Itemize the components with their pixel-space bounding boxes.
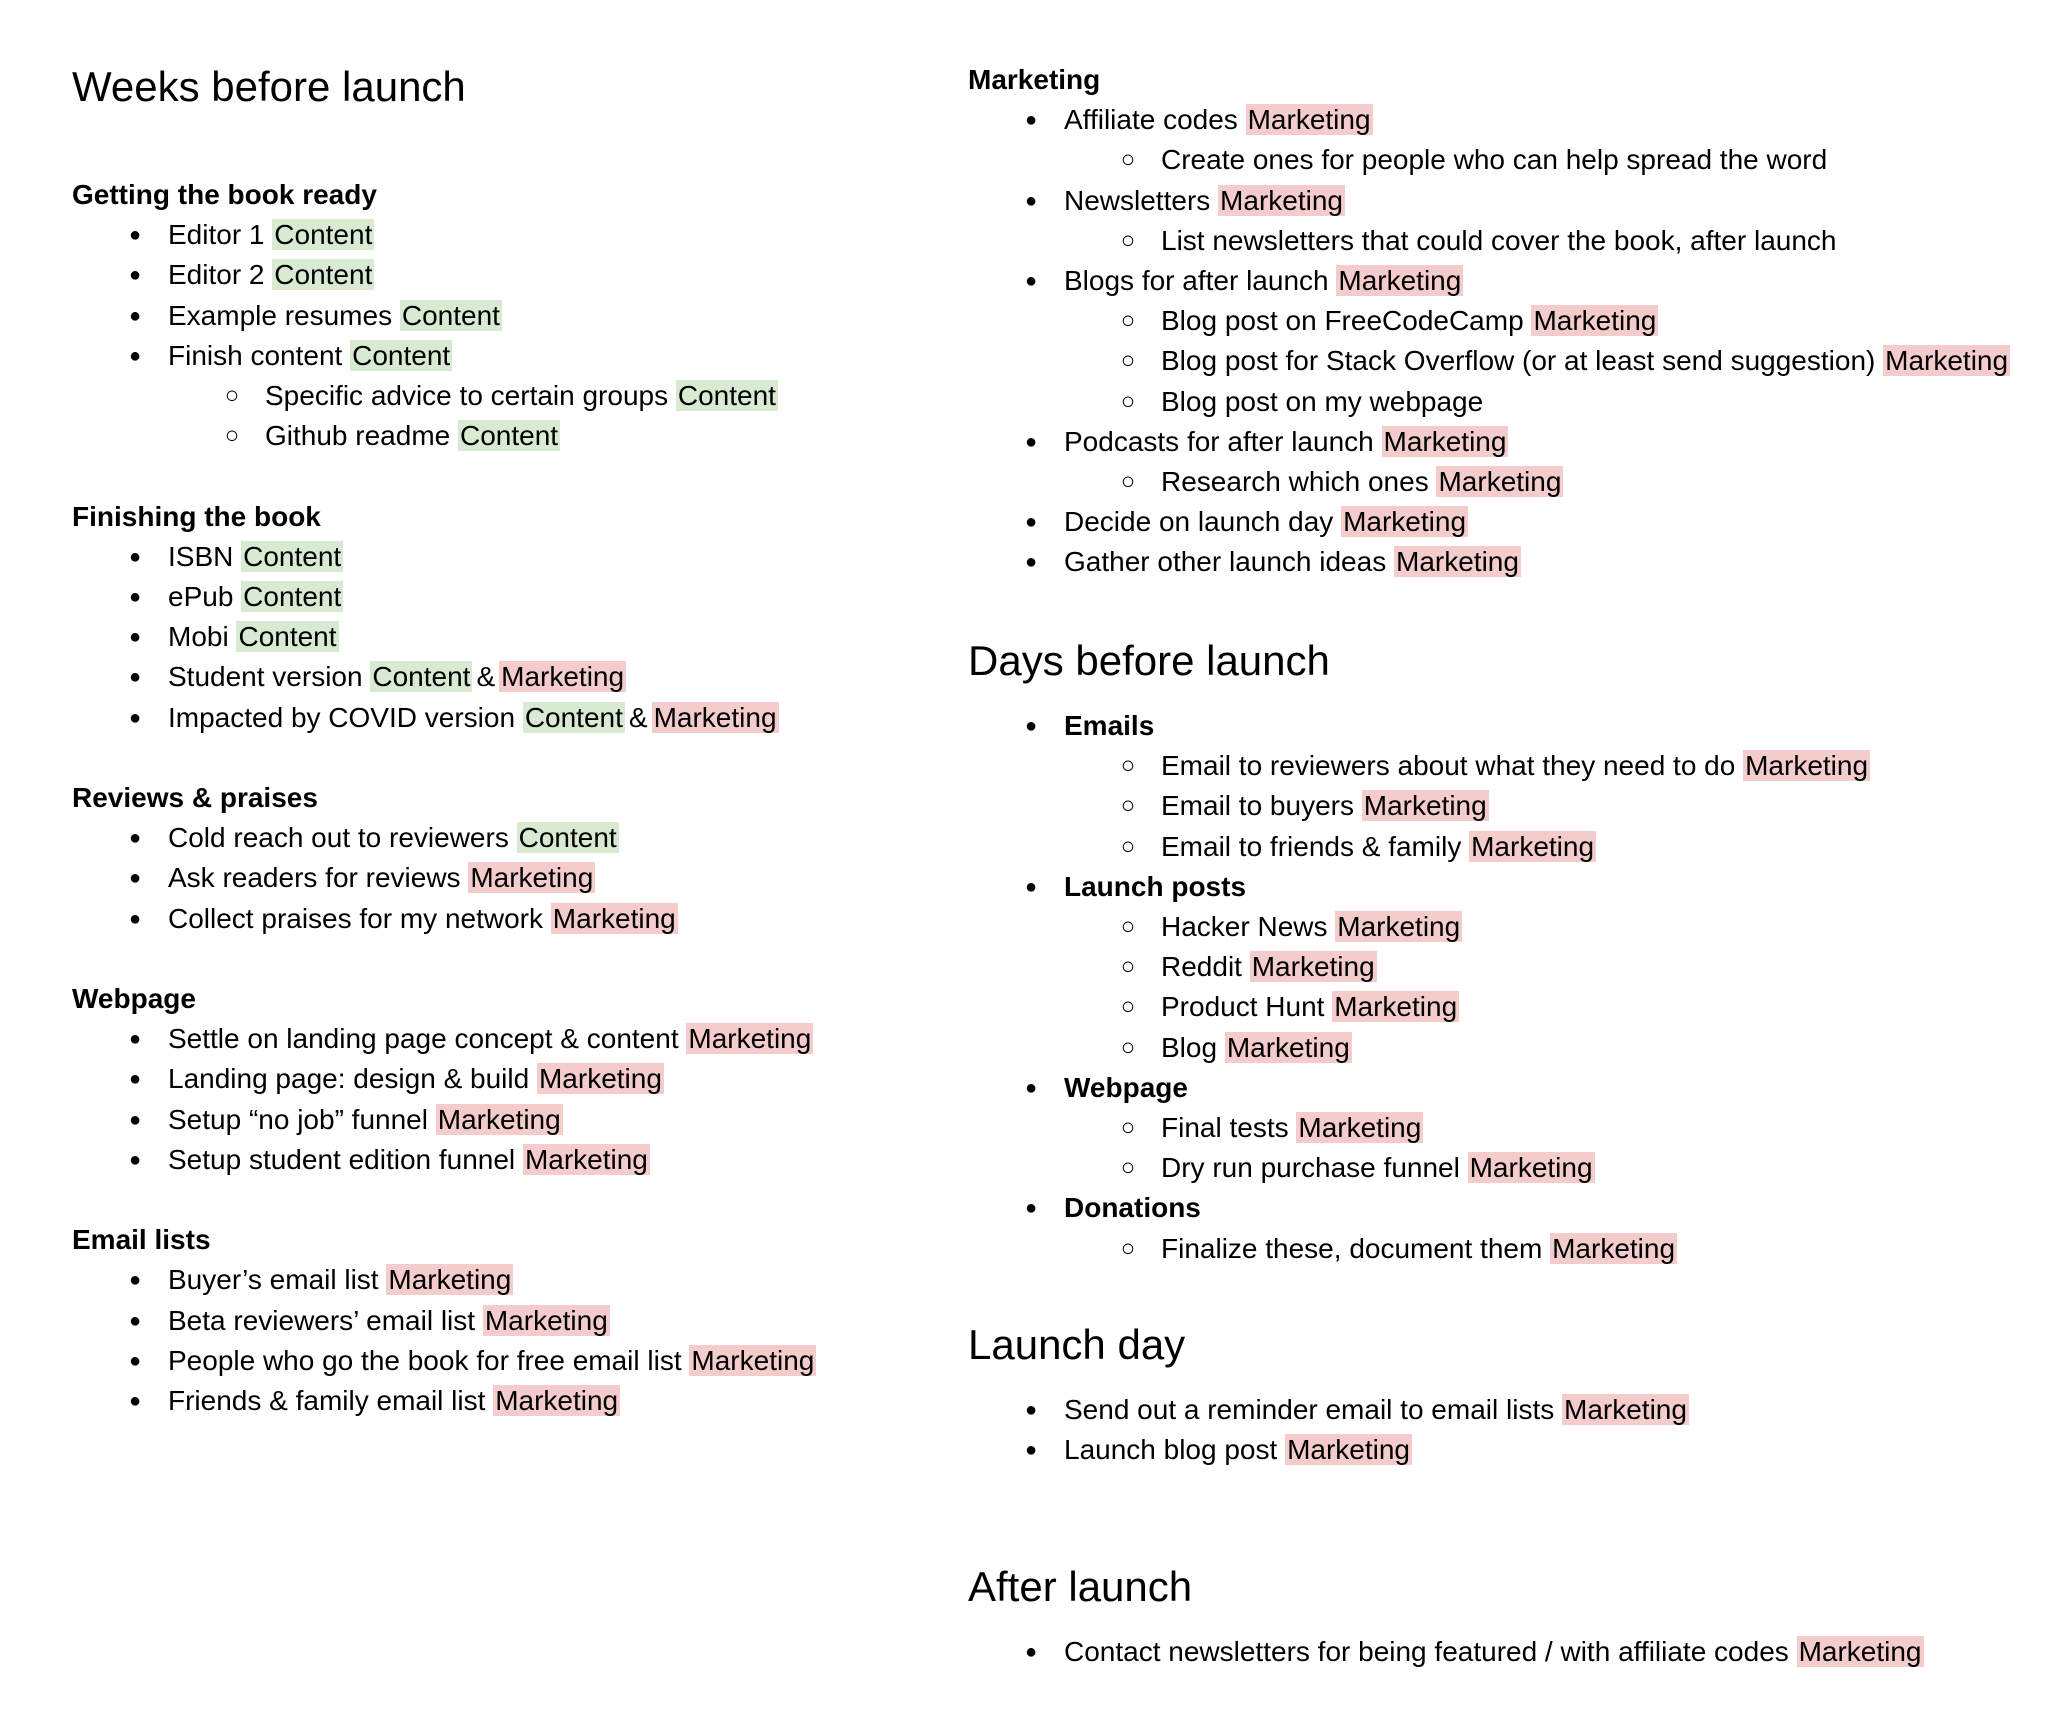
tag-content: Content (243, 581, 342, 612)
bullet-icon: ● (128, 1028, 142, 1051)
bullet-icon: ● (128, 224, 142, 247)
bullet-icon: ● (128, 545, 142, 568)
tag-content: Content (274, 259, 373, 291)
item-text: Settle on landing page concept & content (168, 1023, 679, 1055)
bullet-icon: ● (128, 867, 142, 890)
bullet-icon: ● (1024, 430, 1038, 453)
item-text: Ask readers for reviews (168, 862, 461, 894)
list-item-editor-2 (72, 255, 374, 295)
tag-marketing: Marketing (653, 701, 777, 733)
item-text: Send out a reminder email to email lists (1064, 1394, 1555, 1425)
page-title-weeks-before-launch: Weeks before launch (72, 63, 466, 110)
bullet-icon: ● (1024, 1439, 1038, 1462)
section-heading-webpage: Webpage (72, 983, 196, 1014)
item-text: Finish content (168, 339, 351, 371)
tag-content: Content (274, 219, 373, 251)
tag-marketing: Marketing (1469, 1152, 1593, 1184)
bullet-icon: ● (128, 1148, 142, 1171)
list-item-setup-student-edition-funnel (72, 1140, 650, 1180)
tag-marketing: Marketing (1564, 1394, 1687, 1425)
tag-content: Content (677, 380, 776, 411)
hollow-bullet-icon: ○ (1120, 993, 1136, 1021)
list-item-webpage (968, 1068, 1188, 1108)
tag-marketing: Marketing (552, 902, 676, 934)
hollow-bullet-icon: ○ (224, 382, 240, 409)
item-text: Blogs for after launch (1064, 265, 1329, 296)
item-text: Setup student edition funnel (168, 1143, 516, 1175)
list-item-landing-page-design-build (72, 1059, 664, 1099)
section-heading-getting-the-book-ready: Getting the book ready (72, 179, 377, 210)
item-text: Product Hunt (1161, 991, 1325, 1023)
item-text: Buyer’s email list (168, 1264, 379, 1296)
tag-marketing: Marketing (1438, 466, 1562, 497)
list-item-collect-praises-for-my-network (72, 899, 678, 939)
page-title-after-launch: After launch (968, 1563, 1193, 1610)
bullet-icon: ● (1024, 109, 1038, 132)
tag-content: Content (238, 621, 337, 653)
list-item-impacted-by-covid-version (72, 698, 779, 738)
bullet-icon: ● (1024, 270, 1038, 292)
hollow-bullet-icon: ○ (1120, 1154, 1136, 1182)
item-text: Emails (1064, 710, 1155, 741)
item-text: Collect praises for my network (168, 902, 544, 934)
list-item-student-version (72, 657, 626, 697)
bullet-icon: ● (128, 706, 142, 729)
tag-marketing: Marketing (1885, 345, 2009, 377)
bullet-icon: ● (1024, 1399, 1038, 1421)
list-item-setup-no-job-funnel (72, 1100, 563, 1140)
list-item-emails (968, 706, 1154, 746)
tag-marketing: Marketing (1334, 991, 1458, 1023)
item-text: Finalize these, document them (1161, 1232, 1543, 1264)
bullet-icon: ● (128, 666, 142, 689)
list-item-hacker-news (968, 907, 1462, 947)
tag-content: Content (524, 701, 623, 733)
item-text: ISBN (168, 540, 242, 572)
tag-marketing: Marketing (1226, 1031, 1350, 1063)
item-text: Blog post on my webpage (1161, 385, 1484, 417)
item-text: Research which ones (1161, 466, 1429, 497)
list-item-gather-other-launch-ideas (968, 542, 1521, 582)
item-text: Gather other launch ideas (1064, 546, 1387, 578)
item-text: Blog post for Stack Overflow (or at least send suggestion) (1161, 345, 1876, 377)
item-text: Cold reach out to reviewers (168, 822, 509, 854)
item-text: Blog (1161, 1031, 1218, 1063)
item-text: Impacted by COVID version (168, 701, 523, 733)
list-item-launch-posts (968, 867, 1246, 907)
tag-marketing: Marketing (437, 1103, 561, 1135)
item-text: Newsletters (1064, 184, 1211, 216)
item-text: Github readme (265, 420, 458, 452)
bullet-icon: ● (128, 1349, 142, 1372)
tag-content: Content (518, 822, 617, 854)
hollow-bullet-icon: ○ (1120, 1033, 1136, 1061)
list-item-email-to-friends-family (968, 827, 1596, 867)
list-item-editor-1 (72, 215, 374, 255)
list-item-podcasts-for-after-launch (968, 422, 1508, 462)
item-text: Webpage (1064, 1071, 1188, 1103)
hollow-bullet-icon: ○ (1120, 347, 1136, 375)
item-text: Final tests (1161, 1112, 1289, 1143)
hollow-bullet-icon: ○ (1120, 1114, 1136, 1141)
list-item-friends-family-email-list (72, 1381, 620, 1421)
section-heading-finishing-the-book: Finishing the book (72, 500, 321, 532)
tag-marketing: Marketing (1251, 951, 1375, 983)
bullet-icon: ● (1024, 189, 1038, 212)
tag-marketing: Marketing (1745, 750, 1869, 782)
item-text: Email to friends & family (1161, 830, 1462, 862)
bullet-icon: ● (128, 264, 142, 287)
bullet-icon: ● (128, 1390, 142, 1412)
item-text: Dry run purchase funnel (1161, 1152, 1460, 1184)
list-item-isbn (72, 537, 343, 577)
item-text: Student version (168, 661, 363, 693)
tag-marketing: Marketing (1298, 1112, 1422, 1143)
bullet-icon: ● (1024, 551, 1038, 574)
list-item-create-ones-for-people-who-can-help-spread-the-word (968, 140, 1827, 180)
bullet-icon: ● (128, 586, 142, 608)
item-text: People who go the book for free email list (168, 1344, 682, 1376)
list-item-beta-reviewers-email-list (72, 1301, 610, 1341)
bullet-icon: ● (128, 344, 142, 367)
item-text: Email to buyers (1161, 790, 1354, 822)
tag-marketing: Marketing (470, 862, 594, 894)
bullet-icon: ● (1024, 715, 1038, 737)
list-item-dry-run-purchase-funnel (968, 1148, 1595, 1188)
tag-marketing: Marketing (495, 1385, 619, 1416)
bullet-icon: ● (1024, 1197, 1038, 1220)
hollow-bullet-icon: ○ (1120, 387, 1136, 415)
hollow-bullet-icon: ○ (1120, 307, 1136, 335)
list-item-contact-newsletters-for-being-featured-with-affiliate-codes (968, 1632, 1924, 1672)
list-item-blog-post-on-my-webpage (968, 382, 1483, 422)
bullet-icon: ● (128, 827, 142, 850)
hollow-bullet-icon: ○ (1120, 752, 1136, 780)
list-item-blogs-for-after-launch (968, 261, 1463, 301)
tag-marketing: Marketing (1363, 790, 1487, 822)
tag-marketing: Marketing (688, 1023, 812, 1055)
tag-marketing: Marketing (691, 1344, 815, 1376)
section-heading-marketing: Marketing (968, 64, 1101, 95)
item-text: Launch blog post (1064, 1434, 1278, 1466)
tag-marketing: Marketing (524, 1143, 648, 1175)
tag-marketing: Marketing (501, 661, 625, 693)
item-text: Editor 1 (168, 219, 265, 251)
item-text: Create ones for people who can help spread the word (1161, 144, 1828, 176)
list-item-blog (968, 1028, 1352, 1068)
tag-content: Content (372, 661, 471, 693)
hollow-bullet-icon: ○ (224, 422, 240, 450)
list-item-github-readme (72, 416, 560, 456)
tag-marketing: Marketing (1287, 1434, 1410, 1466)
list-item-reddit (968, 947, 1377, 987)
tag-marketing: Marketing (1343, 506, 1467, 538)
bullet-icon: ● (128, 1108, 142, 1131)
item-text: Friends & family email list (168, 1385, 486, 1416)
hollow-bullet-icon: ○ (1120, 226, 1136, 254)
tag-marketing: Marketing (538, 1063, 662, 1095)
list-item-blog-post-for-stack-overflow-or-at-least-send-suggestion (968, 341, 2010, 381)
tag-marketing: Marketing (1471, 830, 1595, 862)
tag-separator: & (628, 701, 648, 733)
hollow-bullet-icon: ○ (1120, 146, 1136, 174)
list-item-product-hunt (968, 987, 1459, 1027)
section-heading-reviews-praises: Reviews & praises (72, 782, 318, 813)
tag-marketing: Marketing (1798, 1636, 1922, 1667)
list-item-example-resumes (72, 296, 502, 336)
item-text: Landing page: design & build (168, 1063, 530, 1095)
list-item-launch-blog-post (968, 1430, 1412, 1470)
item-text: List newsletters that could cover the book, after launch (1161, 224, 1837, 256)
item-text: Hacker News (1161, 911, 1328, 942)
tag-marketing: Marketing (1337, 911, 1461, 942)
list-item-settle-on-landing-page-concept-content (72, 1019, 813, 1059)
list-item-list-newsletters-that-could-cover-the-book-after-launch (968, 221, 1837, 261)
bullet-icon: ● (1024, 1076, 1038, 1099)
tag-marketing: Marketing (1247, 104, 1371, 136)
list-item-donations (968, 1188, 1201, 1228)
hollow-bullet-icon: ○ (1120, 953, 1136, 981)
bullet-icon: ● (128, 626, 142, 649)
tag-marketing: Marketing (1533, 305, 1657, 337)
item-text: Decide on launch day (1064, 506, 1334, 538)
item-text: Example resumes (168, 299, 400, 331)
list-item-finalize-these-document-them (968, 1229, 1677, 1269)
bullet-icon: ● (128, 304, 142, 327)
list-item-ask-readers-for-reviews (72, 858, 595, 898)
list-item-mobi (72, 617, 339, 657)
tag-content: Content (243, 540, 342, 572)
list-item-decide-on-launch-day (968, 502, 1468, 542)
bullet-icon: ● (1024, 511, 1038, 534)
bullet-icon: ● (1024, 875, 1038, 898)
bullet-icon: ● (128, 1309, 142, 1332)
hollow-bullet-icon: ○ (1120, 792, 1136, 820)
item-text: Blog post on FreeCodeCamp (1161, 305, 1524, 337)
list-item-newsletters (968, 181, 1345, 221)
bullet-icon: ● (128, 1068, 142, 1091)
hollow-bullet-icon: ○ (1120, 1234, 1136, 1262)
bullet-icon: ● (1024, 1641, 1038, 1663)
item-text: Donations (1064, 1192, 1201, 1224)
list-item-buyer-s-email-list (72, 1260, 513, 1300)
item-text: Email to reviewers about what they need to do (1161, 750, 1736, 782)
tag-content: Content (401, 299, 500, 331)
bullet-icon: ● (128, 1269, 142, 1292)
item-text: Specific advice to certain groups (265, 380, 676, 411)
item-text: ePub (168, 581, 242, 612)
list-item-email-to-reviewers-about-what-they-need-to-do (968, 746, 1870, 786)
list-item-specific-advice-to-certain-groups (72, 376, 778, 416)
section-heading-email-lists: Email lists (72, 1224, 211, 1256)
item-text: Beta reviewers’ email list (168, 1304, 476, 1336)
item-text: Mobi (168, 621, 237, 653)
list-item-people-who-go-the-book-for-free-email-list (72, 1341, 816, 1381)
list-item-finish-content (72, 336, 452, 376)
tag-marketing: Marketing (388, 1264, 512, 1296)
item-text: Editor 2 (168, 259, 273, 291)
tag-marketing: Marketing (1552, 1232, 1676, 1264)
tag-separator: & (476, 661, 496, 693)
list-item-blog-post-on-freecodecamp (968, 301, 1658, 341)
list-item-final-tests (968, 1108, 1423, 1148)
item-text: Reddit (1161, 951, 1242, 983)
item-text: Affiliate codes (1064, 104, 1238, 136)
list-item-cold-reach-out-to-reviewers (72, 818, 619, 858)
tag-marketing: Marketing (1396, 546, 1519, 578)
list-item-send-out-a-reminder-email-to-email-lists (968, 1390, 1689, 1430)
page-title-launch-day: Launch day (968, 1321, 1186, 1368)
item-text: Launch posts (1064, 870, 1247, 902)
tag-marketing: Marketing (1338, 265, 1462, 296)
tag-marketing: Marketing (1383, 425, 1507, 457)
bullet-icon: ● (128, 907, 142, 930)
tag-content: Content (352, 339, 451, 371)
tag-marketing: Marketing (484, 1304, 608, 1336)
page-title-days-before-launch: Days before launch (968, 637, 1330, 684)
list-item-affiliate-codes (968, 100, 1373, 140)
hollow-bullet-icon: ○ (1120, 832, 1136, 860)
hollow-bullet-icon: ○ (1120, 913, 1136, 940)
list-item-epub (72, 577, 343, 617)
tag-marketing: Marketing (1220, 184, 1343, 216)
tag-content: Content (460, 420, 559, 452)
item-text: Contact newsletters for being featured / with affiliate codes (1064, 1636, 1789, 1667)
list-item-email-to-buyers (968, 786, 1489, 826)
hollow-bullet-icon: ○ (1120, 468, 1136, 495)
list-item-research-which-ones (968, 462, 1563, 502)
item-text: Podcasts for after launch (1064, 425, 1374, 457)
item-text: Setup “no job” funnel (168, 1103, 428, 1135)
